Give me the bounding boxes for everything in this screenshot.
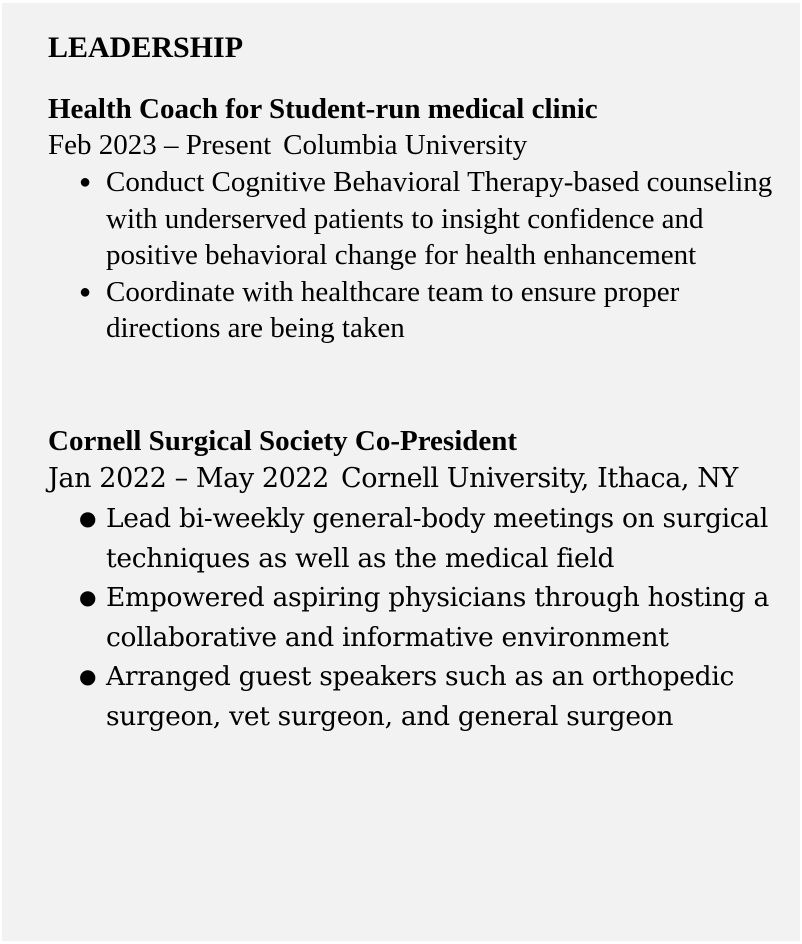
bullet-text: Coordinate with healthcare team to ensure proper directions are being taken bbox=[106, 275, 680, 344]
entry-role: Cornell Surgical Society Co-President bbox=[48, 425, 518, 457]
bullet-item bbox=[48, 657, 788, 736]
entry-bullet-list bbox=[48, 499, 788, 736]
bullet-item bbox=[48, 164, 788, 274]
bullet-dot-icon: ● bbox=[79, 280, 92, 303]
bullet-text: Conduct Cognitive Behavioral Therapy-based counseling with underserved patients to insight confidence and positive behavioral change for health enhancement bbox=[106, 166, 773, 271]
bullet-item bbox=[48, 499, 788, 578]
leadership-entry-surgical-society bbox=[48, 423, 788, 736]
section-title: LEADERSHIP bbox=[48, 31, 244, 64]
entry-meta bbox=[48, 459, 788, 499]
bullet-text: Lead bi-weekly general-body meetings on surgical techniques as well as the medical field bbox=[106, 503, 769, 574]
leadership-entry-health-coach bbox=[48, 91, 788, 347]
resume-page bbox=[2, 3, 800, 941]
entry-dates: Jan 2022 – May 2022 bbox=[48, 463, 329, 494]
bullet-text: Empowered aspiring physicians through hosting a collaborative and informative environment bbox=[106, 582, 769, 653]
entry-meta bbox=[48, 127, 788, 164]
bullet-item bbox=[48, 274, 788, 347]
bullet-text: Arranged guest speakers such as an orthopedic surgeon, vet surgeon, and general surgeon bbox=[106, 661, 735, 732]
bullet-dot-icon: ● bbox=[79, 664, 97, 688]
entry-bullet-list bbox=[48, 164, 788, 347]
entry-role: Health Coach for Student-run medical clinic bbox=[48, 93, 598, 125]
bullet-dot-icon: ● bbox=[79, 171, 92, 193]
bullet-dot-icon: ● bbox=[79, 506, 97, 530]
bullet-item bbox=[48, 578, 788, 657]
entry-organization: Columbia University bbox=[283, 129, 528, 161]
entry-organization: Cornell University, Ithaca, NY bbox=[340, 463, 738, 494]
entry-dates: Feb 2023 – Present bbox=[48, 129, 272, 161]
bullet-dot-icon: ● bbox=[79, 585, 97, 609]
